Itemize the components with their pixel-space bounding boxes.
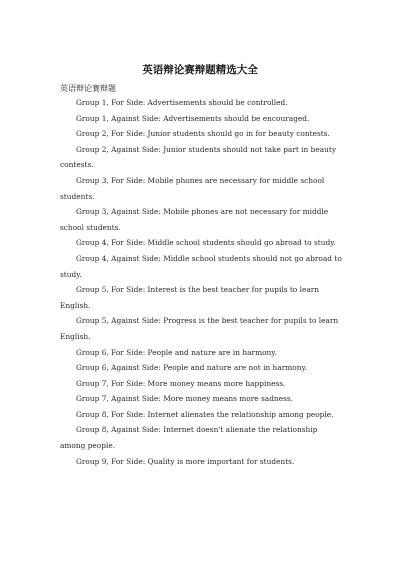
- debate-topic-paragraph: Group 8, Against Side: Internet doesn't alienate the relationship among people.: [60, 425, 318, 451]
- debate-topic-paragraph: Group 5, Against Side: Progress is the best teacher for pupils to learn English.: [60, 316, 339, 341]
- debate-topic-paragraph: Group 3, Against Side: Mobile phones are not necessary for middle school students.: [60, 207, 329, 232]
- debate-topic-paragraph: Group 6, For Side: People and nature are in harmony.: [76, 347, 277, 357]
- debate-topic-paragraph: Group 4, Against Side: Middle school students should not go abroad to study.: [60, 253, 342, 279]
- debate-topic-paragraph: Group 3, For Side: Mobile phones are necessary for middle school students.: [60, 175, 325, 201]
- debate-topic-paragraph: Group 8, For Side: Internet alienates the relationship among people.: [76, 409, 334, 419]
- debate-topic-paragraph: Group 2, Against Side: Junior students should not take part in beauty contests.: [60, 144, 337, 170]
- debate-topic-list: [60, 95, 342, 469]
- debate-topic-paragraph: Group 1, For Side: Advertisements should be controlled.: [76, 98, 288, 107]
- debate-topic-paragraph: Group 7, For Side: More money means more happiness.: [76, 378, 286, 388]
- debate-topic-paragraph: Group 4, For Side: Middle school students should go abroad to study.: [76, 238, 336, 248]
- document-subtitle: 英语辩论赛辩题: [60, 84, 116, 93]
- debate-topic-paragraph: Group 5, For Side: Interest is the best teacher for pupils to learn English.: [60, 285, 320, 310]
- debate-topic-paragraph: Group 6, Against Side: People and nature are not in harmony.: [76, 363, 308, 373]
- debate-topic-paragraph: Group 1, Against Side: Advertisements should be encouraged.: [76, 113, 310, 123]
- debate-topic-paragraph: Group 9, For Side: Quality is more important for students.: [76, 456, 295, 466]
- debate-topic-paragraph: Group 7, Against Side: More money means more sadness.: [76, 394, 293, 404]
- debate-topic-paragraph: Group 2, For Side: Junior students should go in for beauty contests.: [76, 129, 330, 139]
- document-title: 英语辩论赛辩题精选大全: [142, 64, 258, 76]
